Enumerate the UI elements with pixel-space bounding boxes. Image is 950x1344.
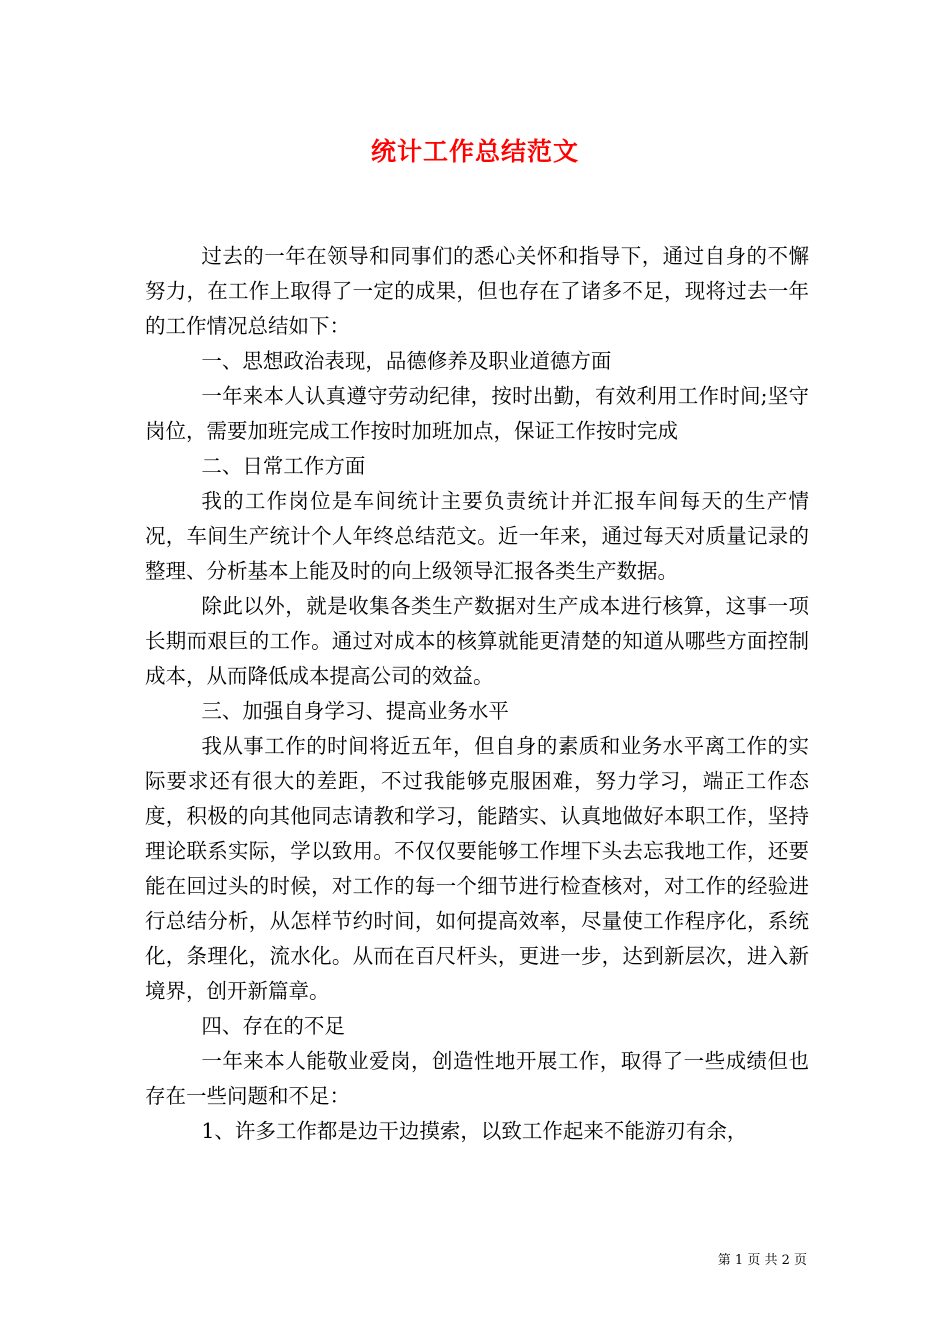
page-number-footer: 第 1 页 共 2 页 — [717, 1253, 807, 1268]
section-heading-4: 四、存在的不足 — [201, 1014, 345, 1038]
document-body — [145, 239, 809, 1149]
section-heading-1: 一、思想政治表现，品德修养及职业道德方面 — [201, 349, 612, 373]
paragraph-item-1: 1、许多工作都是边干边摸索，以致工作起来不能游刃有余， — [201, 1119, 748, 1143]
document-title: 统计工作总结范文 — [370, 137, 579, 166]
paragraph-section-2b: 除此以外，就是收集各类生产数据对生产成本进行核算，这事一项长期而艰巨的工作。通过对成本的核算就能更清楚的知道从哪些方面控制成本，从而降低成本提高公司的效益。 — [145, 594, 809, 688]
paragraph-section-2a: 我的工作岗位是车间统计主要负责统计并汇报车间每天的生产情况，车间生产统计个人年终总结范文。近一年来，通过每天对质量记录的整理、分析基本上能及时的向上级领导汇报各类生产数据。 — [145, 489, 809, 583]
paragraph-section-3: 我从事工作的时间将近五年，但自身的素质和业务水平离工作的实际要求还有很大的差距，不过我能够克服困难，努力学习，端正工作态度，积极的向其他同志请教和学习，能踏实、认真地做好本职工作，坚持理论联系实际，学以致用。不仅仅要能够工作埋下头去忘我地工作，还要能在回过头的时候，对工作的每一个细节进行检查核对，对工作的经验进行总结分析，从怎样节约时间，如何提高效率，尽量使工作程序化，系统化，条理化，流水化。从而在百尺杆头，更进一步，达到新层次，进入新境界，创开新篇章。 — [145, 734, 809, 1003]
paragraph-section-4: 一年来本人能敬业爱岗，创造性地开展工作，取得了一些成绩但也存在一些问题和不足： — [145, 1049, 809, 1108]
section-heading-2: 二、日常工作方面 — [201, 454, 366, 478]
paragraph-section-1: 一年来本人认真遵守劳动纪律，按时出勤，有效利用工作时间;坚守岗位，需要加班完成工作按时加班加点，保证工作按时完成 — [145, 384, 809, 443]
section-heading-3: 三、加强自身学习、提高业务水平 — [201, 699, 509, 723]
paragraph-intro: 过去的一年在领导和同事们的悉心关怀和指导下，通过自身的不懈努力，在工作上取得了一定的成果，但也存在了诸多不足，现将过去一年的工作情况总结如下： — [145, 244, 809, 338]
